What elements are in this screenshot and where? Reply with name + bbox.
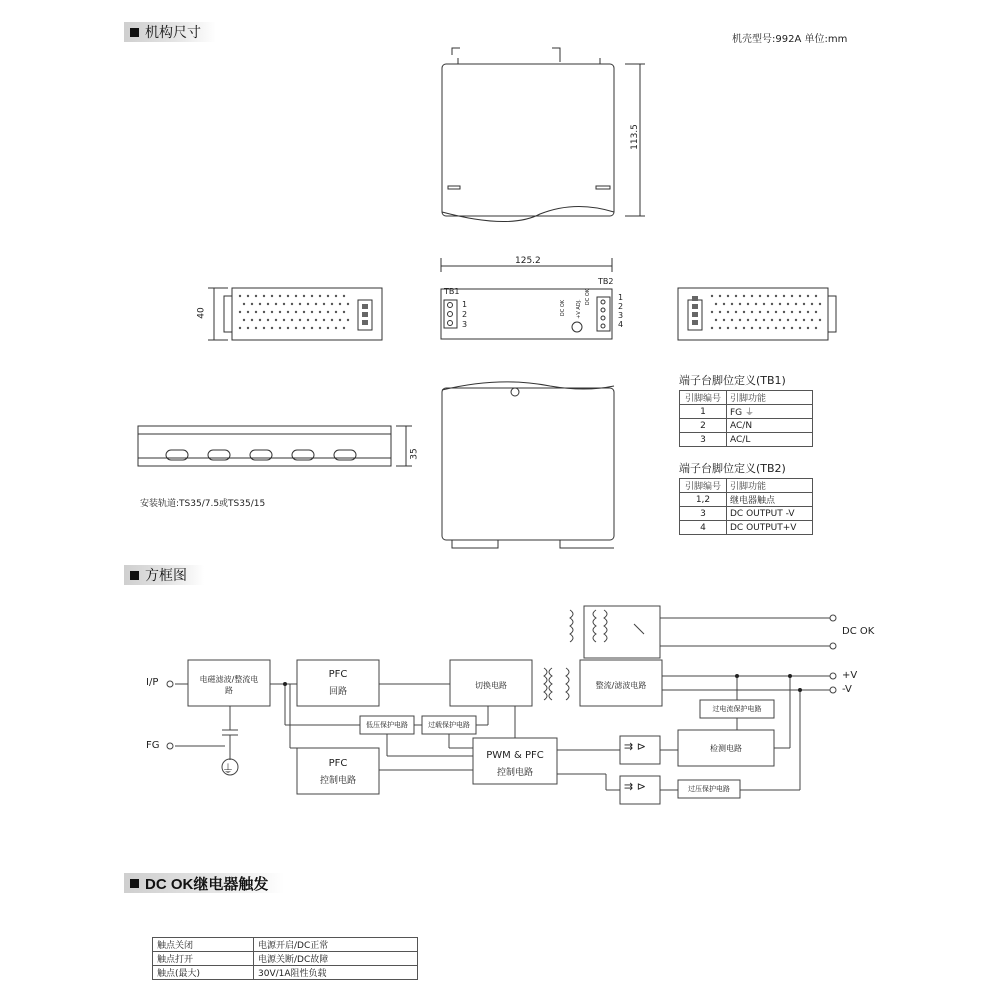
table-row: 1,2 继电器触点: [680, 493, 813, 507]
table-row: 1 FG ⏚: [680, 405, 813, 419]
right-end-view: [678, 288, 836, 340]
table-row: 2 AC/N: [680, 419, 813, 433]
box-relay: [584, 606, 660, 658]
ground-icon: ⏚: [222, 762, 235, 776]
v-adj-label: +V ADJ.: [575, 299, 582, 319]
vent-holes: [239, 295, 349, 329]
ocp-label: 过电流保护电路: [712, 705, 762, 713]
dcok-relay-table: [152, 937, 418, 980]
tb1-table: [679, 390, 813, 447]
otp-label: 过载保护电路: [428, 721, 470, 729]
rail-note: 安装轨道:TS35/7.5或TS35/15: [140, 499, 266, 509]
dc-ok-led-label: DC OK: [560, 299, 567, 317]
tb2-table-title: 端子台脚位定义(TB2): [679, 462, 786, 475]
tb1-label: TB1: [444, 287, 460, 296]
pfc-ctrl-label: 控制电路: [319, 776, 356, 786]
section-title: DC OK继电器触发: [145, 875, 269, 893]
pfc-ctrl-label: PFC: [328, 758, 348, 769]
section-title: 机构尺寸: [145, 25, 201, 41]
pfc-loop-label: PFC: [328, 669, 348, 680]
ip-label: I/P: [146, 677, 159, 688]
detect-label: 检测电路: [710, 744, 742, 753]
tb2-label: TB2: [598, 277, 614, 286]
pwm-label: PWM & PFC: [486, 750, 544, 761]
pfc-loop-label: 回路: [328, 687, 347, 697]
tb2-pin: 4: [618, 320, 624, 329]
dc-ok-led-label: DC OK: [585, 288, 592, 306]
tb1-table-title: 端子台脚位定义(TB1): [679, 374, 786, 387]
table-row: 3 AC/L: [680, 433, 813, 447]
header-func: 引脚功能: [727, 391, 813, 405]
header-pin: 引脚编号: [680, 391, 727, 405]
fg-label: FG: [146, 740, 160, 751]
dc-ok-output-label: DC OK: [842, 626, 875, 637]
square-bullet-icon: [130, 879, 139, 888]
side-view: [442, 48, 645, 222]
transformer-icon: [544, 668, 547, 700]
block-diagram: [0, 590, 1000, 820]
dim-height: 113.5: [629, 124, 640, 150]
din-rail: [138, 426, 412, 466]
optocoupler-icon: ⇉ ⊳: [624, 740, 646, 753]
section-header-block-diagram: [124, 565, 204, 585]
pwm-label: 控制电路: [496, 768, 533, 778]
table-row: 触点关闭 电源开启/DC正常: [153, 938, 418, 952]
switch-label: 切换电路: [475, 681, 507, 690]
rect-label: 整流/滤波电路: [595, 681, 647, 690]
plus-v-label: +V: [842, 670, 858, 681]
table-row: 触点(最大) 30V/1A阻性负载: [153, 966, 418, 980]
tb1-pin: 2: [462, 310, 468, 319]
table-row: 3 DC OUTPUT -V: [680, 507, 813, 521]
section-title: 方框图: [145, 568, 187, 584]
minus-v-label: -V: [842, 684, 852, 695]
dim-width: 40: [196, 307, 207, 319]
ground-icon: ⏚: [745, 408, 755, 418]
tb2-pin: 3: [618, 311, 624, 320]
tb1-pin: 3: [462, 320, 468, 329]
optocoupler-icon: ⇉ ⊳: [624, 780, 646, 793]
dim-rail: 35: [409, 448, 420, 460]
header-pin: 引脚编号: [680, 479, 727, 493]
box-pfc-loop: [297, 660, 379, 706]
table-row: 4 DC OUTPUT+V: [680, 521, 813, 535]
bottom-view: [442, 382, 614, 548]
box-pfc-ctrl: [297, 748, 379, 794]
relay-coil-icon: [570, 610, 573, 642]
uvp-label: 低压保护电路: [366, 721, 408, 729]
square-bullet-icon: [130, 571, 139, 580]
section-header-dcok-relay: [124, 873, 284, 893]
tb2-pin: 1: [618, 293, 624, 302]
case-info: 机壳型号:992A 单位:mm: [732, 34, 848, 45]
tb1-pin: 1: [462, 300, 468, 309]
table-row: 触点打开 电源关断/DC故障: [153, 952, 418, 966]
dim-length: 125.2: [515, 256, 541, 266]
ovp-label: 过压保护电路: [688, 785, 730, 793]
emi-label: 电磁滤波/整流电路: [199, 675, 259, 695]
tb2-table: [679, 478, 813, 535]
header-func: 引脚功能: [727, 479, 813, 493]
tb2-pin: 2: [618, 302, 624, 311]
